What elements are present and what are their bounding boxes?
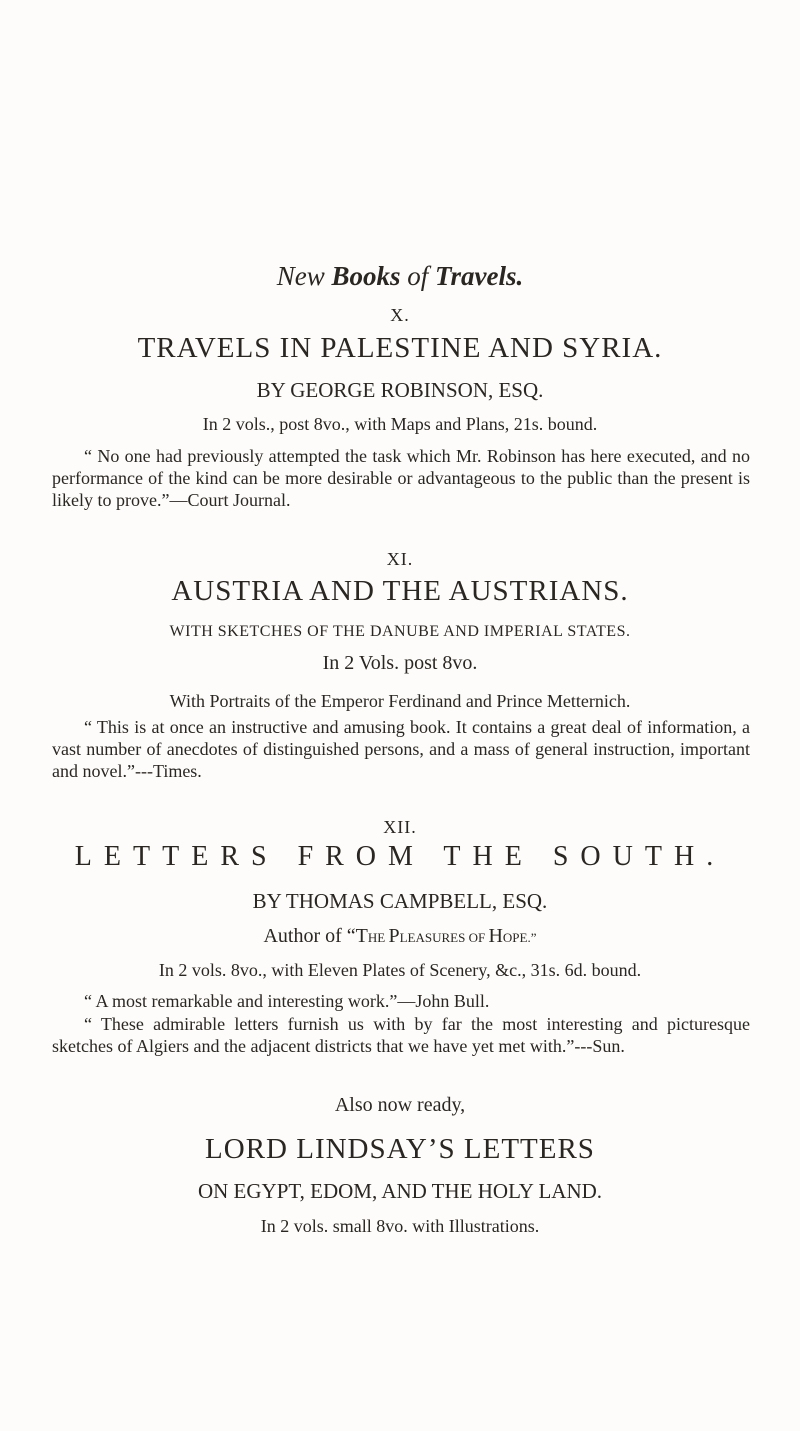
entry-author: BY THOMAS CAMPBELL, ESQ.	[252, 889, 548, 913]
work-title-part: HE	[367, 930, 389, 945]
header-word-travels: Travels.	[435, 261, 524, 291]
entry-details: In 2 vols. 8vo., with Eleven Plates of Scenery, &c., 31s. 6d. bound.	[158, 960, 642, 980]
also-ready-subtitle: ON EGYPT, EDOM, AND THE HOLY LAND.	[197, 1179, 603, 1203]
work-title-part: H	[488, 925, 503, 947]
entry-review-quote: “ This is at once an instructive and amusing book. It contains a great deal of information, a vast number of anecdotes of distinguished persons, and a mass of general instruction, important and novel.”---Times.	[52, 717, 750, 781]
header-word-new: New	[276, 261, 332, 291]
work-title-part: P	[388, 925, 400, 947]
page-header	[0, 261, 800, 292]
entry-numeral: X.	[390, 305, 410, 325]
entry-details: In 2 vols., post 8vo., with Maps and Plans, 21s. bound.	[202, 414, 598, 434]
entry-title: AUSTRIA AND THE AUSTRIANS.	[171, 575, 629, 607]
entry-review-quote: “ No one had previously attempted the task which Mr. Robinson has here executed, and no performance of the kind can be more desirable or advantageous to the public than the present is likely to prove.”—Court Journal.	[52, 446, 750, 510]
header-word-books: Books	[331, 261, 401, 291]
work-title-part: OPE.”	[502, 930, 537, 945]
entry-author: BY GEORGE ROBINSON, ESQ.	[256, 378, 544, 402]
entry-details: In 2 Vols. post 8vo.	[322, 652, 478, 674]
work-title-part: LEASURES OF	[399, 930, 489, 945]
also-ready-intro: Also now ready,	[334, 1094, 466, 1116]
entry-title: TRAVELS IN PALESTINE AND SYRIA.	[137, 332, 663, 364]
entry-subtitle: WITH SKETCHES OF THE DANUBE AND IMPERIAL STATES.	[169, 623, 631, 640]
header-word-of: of	[400, 261, 436, 291]
entry-numeral: XII.	[383, 817, 417, 837]
also-ready-details: In 2 vols. small 8vo. with Illustrations.	[260, 1216, 540, 1236]
entry-portraits: With Portraits of the Emperor Ferdinand and Prince Metternich.	[169, 691, 631, 711]
work-title-part: T	[355, 925, 368, 947]
entry-review-quote: “ A most remarkable and interesting work.”—John Bull.	[84, 991, 490, 1011]
also-ready-title: LORD LINDSAY’S LETTERS	[205, 1133, 595, 1165]
author-of-prefix: Author of “	[263, 925, 356, 947]
entry-author-of	[0, 925, 800, 948]
entry-title: LETTERS FROM THE SOUTH.	[74, 841, 726, 872]
entry-numeral: XI.	[386, 549, 414, 569]
entry-review-quote: “ These admirable letters furnish us with by far the most interesting and picturesque sketches of Algiers and the adjacent districts that we have yet met with.”---Sun.	[52, 1014, 750, 1056]
